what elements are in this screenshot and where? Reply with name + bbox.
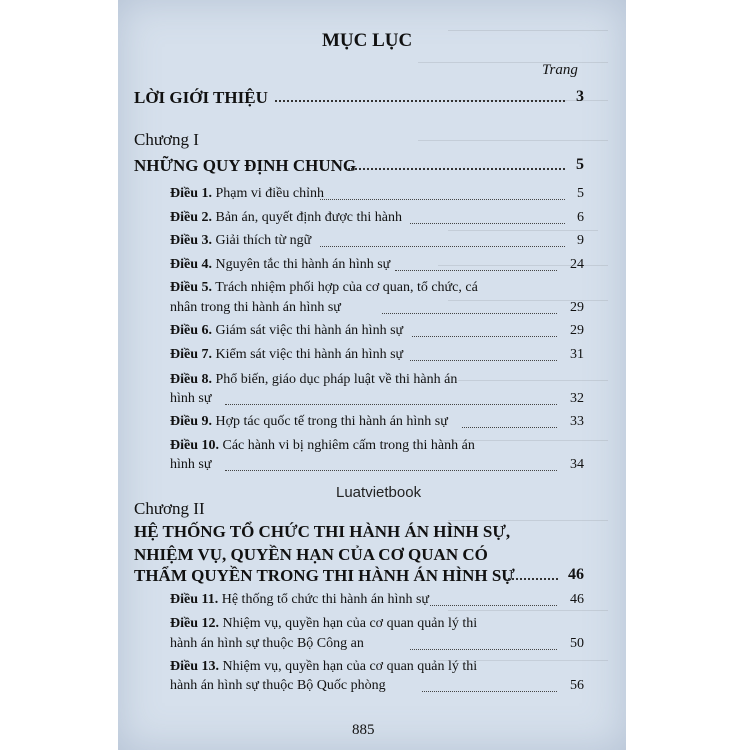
article-2: Điều 2. Bản án, quyết định được thi hành <box>170 210 402 225</box>
page-column-label: Trang <box>542 62 578 78</box>
article-1-page: 5 <box>577 186 584 201</box>
article-12: Điều 12. Nhiệm vụ, quyền hạn của cơ quan quản lý thi <box>170 616 478 631</box>
chapter1-heading: Chương I <box>134 130 199 149</box>
article-9: Điều 9. Hợp tác quốc tế trong thi hành án hình sự <box>170 414 448 429</box>
chapter2-leader <box>508 578 558 580</box>
article-3-page: 9 <box>577 233 584 248</box>
article-5: Điều 5. Trách nhiệm phối hợp của cơ quan, tổ chức, cá <box>170 280 478 295</box>
article-11-leader <box>430 605 557 606</box>
watermark-text: Luatvietbook <box>336 484 422 501</box>
article-7: Điều 7. Kiểm sát việc thi hành án hình sự <box>170 347 404 362</box>
article-11-page: 46 <box>570 592 584 607</box>
article-10-page: 34 <box>570 457 584 472</box>
article-4: Điều 4. Nguyên tắc thi hành án hình sự <box>170 257 391 272</box>
chapter2-title-line1: HỆ THỐNG TỔ CHỨC THI HÀNH ÁN HÌNH SỰ, <box>134 522 511 541</box>
article-3: Điều 3. Giải thích từ ngữ <box>170 233 312 248</box>
article-7-page: 31 <box>570 347 584 362</box>
chapter1-title: NHỮNG QUY ĐỊNH CHUNG <box>134 156 357 175</box>
article-5-cont: nhân trong thi hành án hình sự <box>170 300 341 315</box>
article-11: Điều 11. Hệ thống tổ chức thi hành án hình sự <box>170 592 429 607</box>
chapter2-page: 46 <box>568 566 584 583</box>
article-4-leader <box>395 270 557 271</box>
article-10-leader <box>225 470 557 471</box>
intro-leader <box>275 100 565 102</box>
article-12-leader <box>410 649 557 650</box>
intro-page: 3 <box>576 88 584 105</box>
article-12-cont: hành án hình sự thuộc Bộ Công an <box>170 636 364 651</box>
article-5-leader <box>382 313 557 314</box>
article-9-leader <box>462 427 557 428</box>
article-13-page: 56 <box>570 678 584 693</box>
chapter1-page: 5 <box>576 156 584 173</box>
page-number: 885 <box>352 722 375 738</box>
article-13-leader <box>422 691 557 692</box>
intro-label: LỜI GIỚI THIỆU <box>134 88 268 107</box>
article-5-page: 29 <box>570 300 584 315</box>
article-9-page: 33 <box>570 414 584 429</box>
article-2-page: 6 <box>577 210 584 225</box>
article-8-cont: hình sự <box>170 391 212 406</box>
article-8: Điều 8. Phổ biến, giáo dục pháp luật về thi hành án <box>170 372 458 387</box>
article-3-leader <box>320 246 565 247</box>
article-6: Điều 6. Giám sát việc thi hành án hình sự <box>170 323 404 338</box>
article-8-leader <box>225 404 557 405</box>
article-8-page: 32 <box>570 391 584 406</box>
article-13-cont: hành án hình sự thuộc Bộ Quốc phòng <box>170 678 386 693</box>
chapter1-leader <box>348 168 565 170</box>
toc-title: MỤC LỤC <box>322 30 413 51</box>
article-10: Điều 10. Các hành vi bị nghiêm cấm trong thi hành án <box>170 438 475 453</box>
chapter2-title-line3: THẨM QUYỀN TRONG THI HÀNH ÁN HÌNH SỰ <box>134 566 515 585</box>
article-2-leader <box>410 223 565 224</box>
chapter2-title-line2: NHIỆM VỤ, QUYỀN HẠN CỦA CƠ QUAN CÓ <box>134 545 488 564</box>
article-13: Điều 13. Nhiệm vụ, quyền hạn của cơ quan quản lý thi <box>170 659 478 674</box>
article-10-cont: hình sự <box>170 457 212 472</box>
article-1-leader <box>320 199 565 200</box>
article-4-page: 24 <box>570 257 584 272</box>
article-6-leader <box>412 336 557 337</box>
chapter2-heading: Chương II <box>134 499 205 518</box>
article-7-leader <box>410 360 557 361</box>
article-12-page: 50 <box>570 636 584 651</box>
article-1: Điều 1. Phạm vi điều chỉnh <box>170 186 324 201</box>
article-6-page: 29 <box>570 323 584 338</box>
